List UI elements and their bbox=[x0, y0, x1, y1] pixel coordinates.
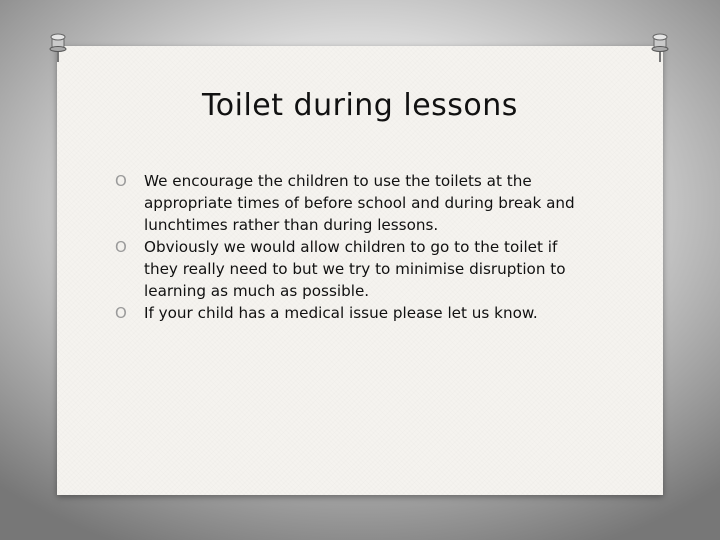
bullet-list bbox=[115, 170, 585, 324]
slide-title: Toilet during lessons bbox=[202, 88, 518, 123]
bullet-item bbox=[115, 170, 585, 236]
bullet-marker: O bbox=[115, 172, 127, 190]
push-pin-icon bbox=[47, 33, 69, 63]
bullet-text: Obviously we would allow children to go to the toilet if they really need to but we try to minimise disruption to learning as much as possible. bbox=[144, 238, 566, 300]
bullet-marker: O bbox=[115, 304, 127, 322]
bullet-item bbox=[115, 236, 585, 302]
bullet-marker: O bbox=[115, 238, 127, 256]
push-pin-icon bbox=[649, 33, 671, 63]
bullet-item bbox=[115, 302, 585, 324]
bullet-text: We encourage the children to use the toilets at the appropriate times of before school and during break and lunchtimes rather than during lessons. bbox=[144, 172, 575, 234]
bullet-text: If your child has a medical issue please let us know. bbox=[144, 304, 538, 322]
